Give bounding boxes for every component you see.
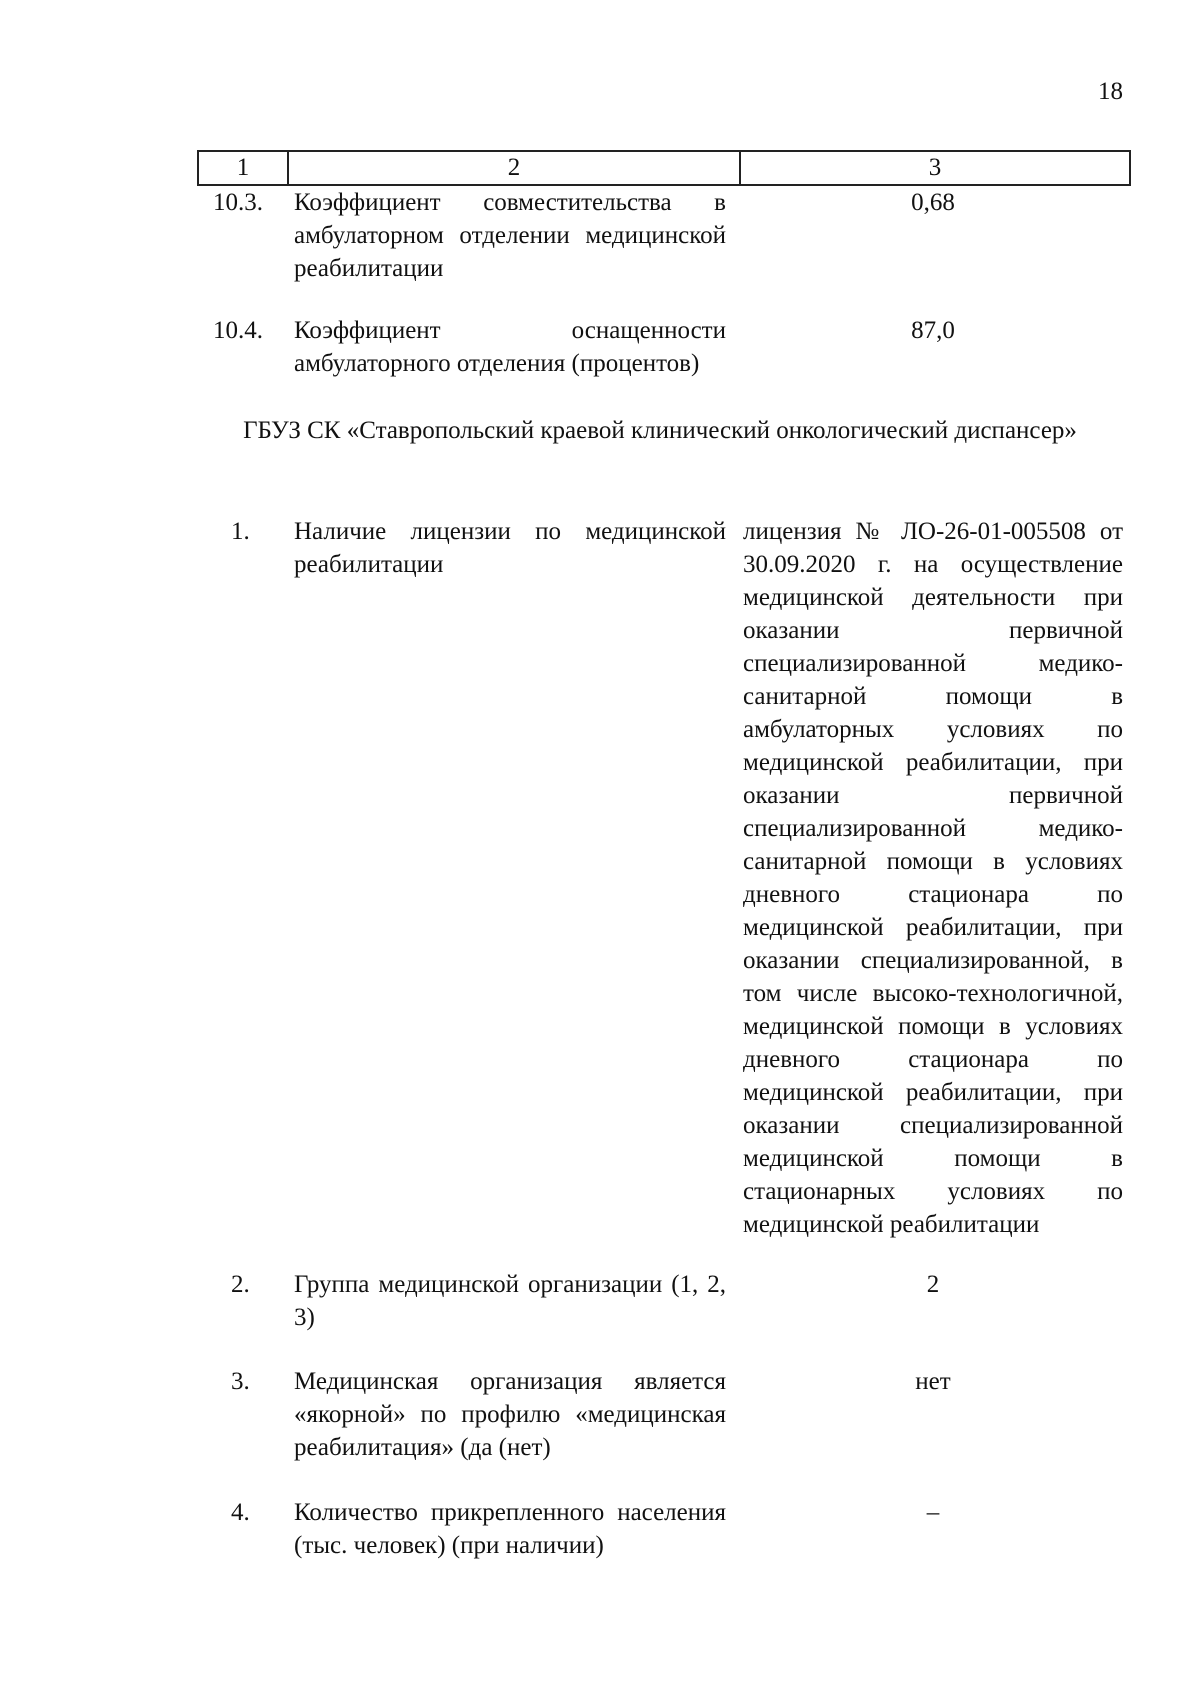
row-description: Коэффициент оснащенности амбулаторного отделения (процентов) xyxy=(294,317,726,377)
row-number: 3. xyxy=(231,1368,250,1395)
row-description: Медицинская организация является «якорной» по профилю «медицинская реабилитация» (да (нет) xyxy=(294,1368,726,1461)
column-header-3: 3 xyxy=(740,151,1130,185)
license-text: лицензия № ЛО-26-01-005508 от 30.09.2020 г. на осуществление медицинской деятельности при оказании первичной специализированной медико-санитарной помощи в амбулаторных условиях по медицинской реабилитации, при оказании первичной специализированной медико-санитарной помощи в условиях дневного стационара по медицинской реабилитации, при оказании специализированной, в том числе высоко-технологичной, медицинской помощи в условиях дневного стационара по медицинской реабилитации, при оказании специализированной медицинской помощи в стационарных условиях по медицинской реабилитации xyxy=(743,518,1123,1238)
row-value: нет xyxy=(915,1368,951,1395)
row-description: Коэффициент совместительства в амбулаторном отделении медицинской реабилитации xyxy=(294,189,726,282)
column-header-1: 1 xyxy=(198,151,288,185)
page-number: 18 xyxy=(1098,78,1123,105)
row-value: 0,68 xyxy=(911,189,955,216)
row-value: 87,0 xyxy=(911,317,955,344)
row-number: 2. xyxy=(231,1271,250,1298)
row-number: 1. xyxy=(231,518,250,545)
row-number: 10.3. xyxy=(213,189,263,216)
column-header-row xyxy=(198,151,1130,185)
row-description: Наличие лицензии по медицинской реабилитации xyxy=(294,518,726,578)
section-title: ГБУЗ СК «Ставропольский краевой клинический онкологический диспансер» xyxy=(243,417,1077,444)
column-header-2: 2 xyxy=(288,151,740,185)
row-description: Количество прикрепленного населения (тыс. человек) (при наличии) xyxy=(294,1499,726,1559)
column-header-table xyxy=(197,150,1131,186)
row-number: 10.4. xyxy=(213,317,263,344)
row-value: 2 xyxy=(926,1271,940,1298)
row-number: 4. xyxy=(231,1499,250,1526)
row-description: Группа медицинской организации (1, 2, 3) xyxy=(294,1271,726,1331)
row-value: – xyxy=(926,1499,940,1526)
